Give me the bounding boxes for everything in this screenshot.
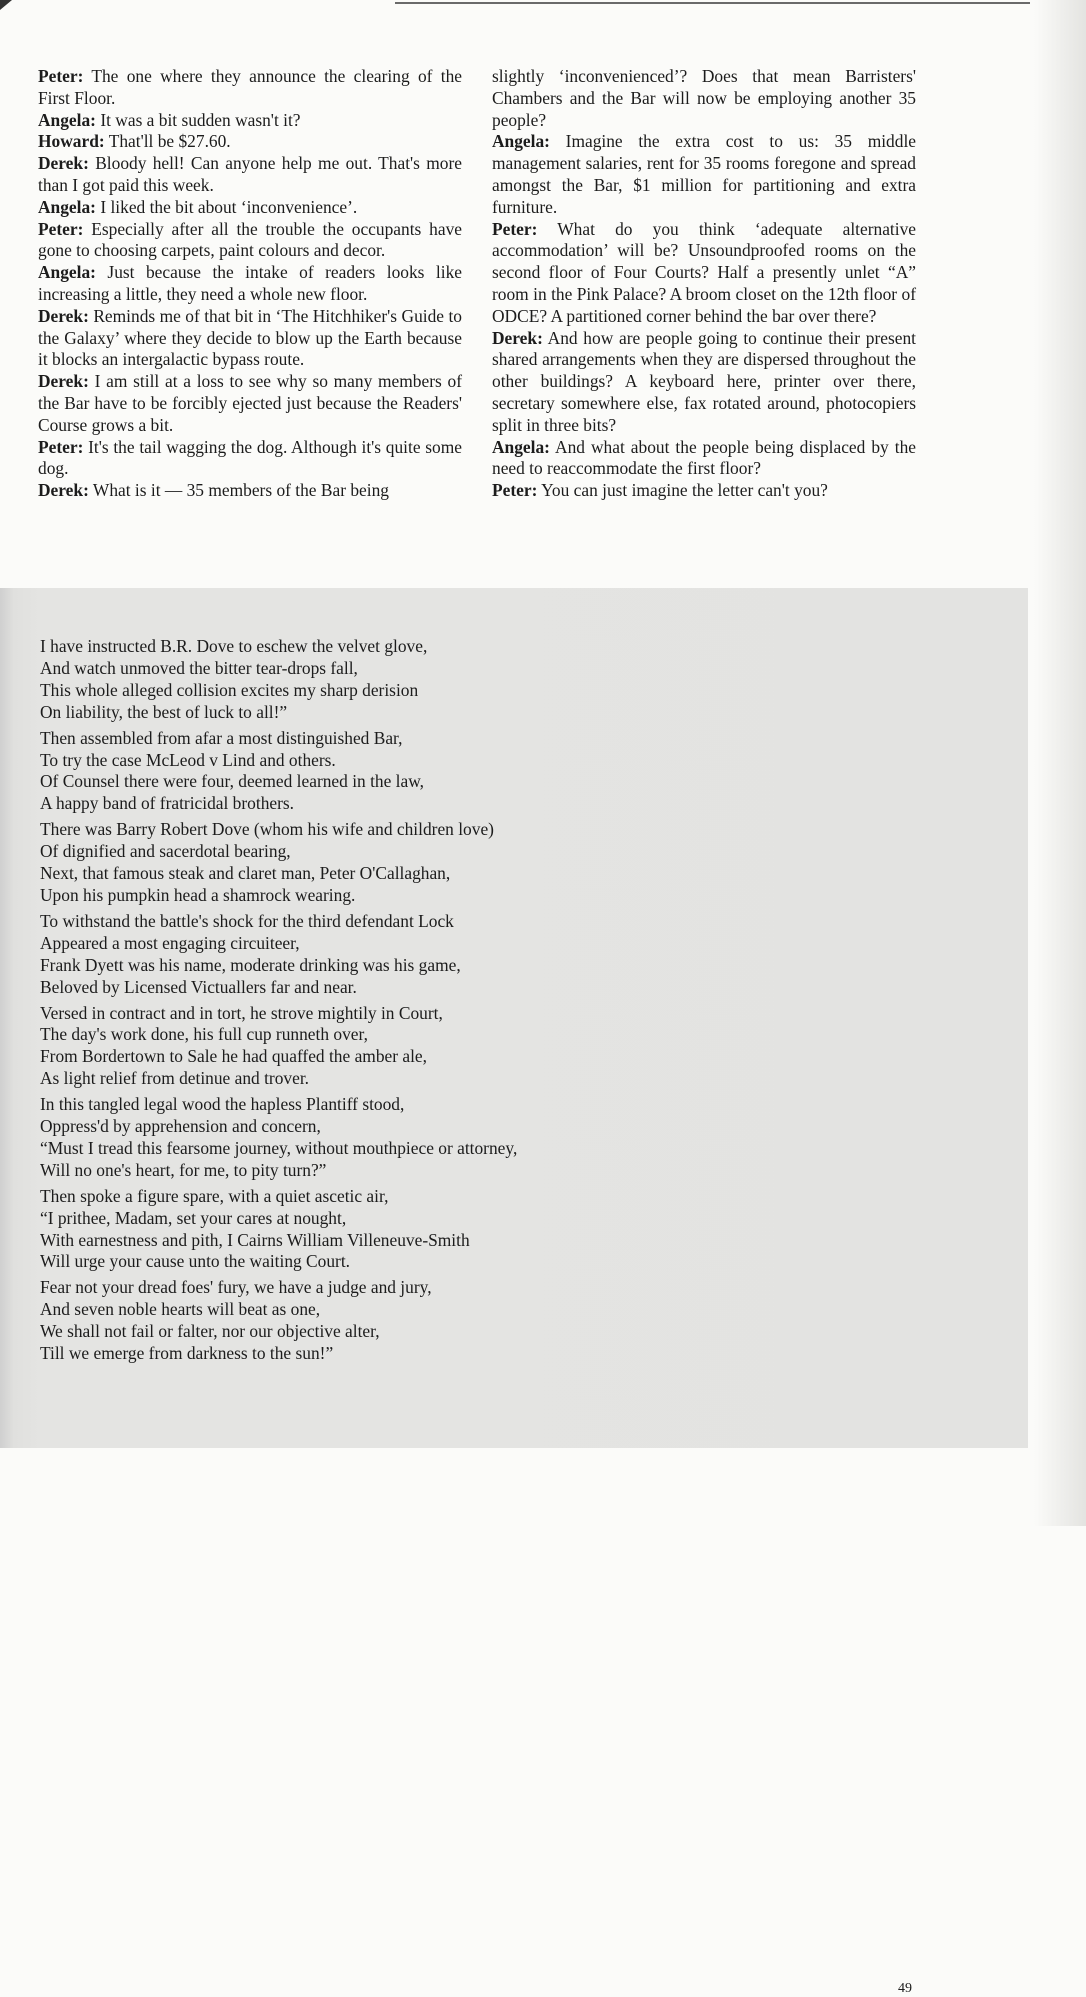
dialogue-text: That'll be $27.60. — [104, 131, 231, 152]
dialogue-text: Bloody hell! Can anyone help me out. That's more than I got paid this week. — [38, 153, 462, 195]
speaker-name: Derek: — [38, 480, 89, 501]
poem-stanza — [40, 1186, 680, 1274]
poem-line: Will no one's heart, for me, to pity turn?” — [40, 1159, 327, 1180]
dialogue-line — [492, 437, 916, 481]
poem-stanza — [40, 1094, 680, 1182]
poem-line: In this tangled legal wood the hapless Plantiff stood, — [40, 1094, 405, 1115]
poem-line: Will urge your cause unto the waiting Court. — [40, 1251, 351, 1272]
poem-panel — [0, 588, 1028, 1996]
speaker-name: Peter: — [492, 480, 538, 501]
poem-line: I have instructed B.R. Dove to eschew the velvet glove, — [40, 636, 428, 656]
poem-line: Oppress'd by apprehension and concern, — [40, 1116, 321, 1137]
poem-line: Versed in contract and in tort, he strove mightily in Court, — [40, 1002, 443, 1023]
speaker-name: Peter: — [38, 436, 84, 457]
poem-line: Beloved by Licensed Victuallers far and near. — [40, 976, 357, 997]
dialogue-line — [38, 306, 462, 371]
dialogue-line — [492, 131, 916, 218]
dialogue-text: The one where they announce the clearing of the First Floor. — [38, 66, 462, 108]
dialogue-column-right — [492, 66, 916, 502]
poem-line: Upon his pumpkin head a shamrock wearing. — [40, 884, 356, 905]
dialogue-text: Reminds me of that bit in ‘The Hitchhiker's Guide to the Galaxy’ where they decide to blow up the Earth because it blocks an intergalactic bypass route. — [38, 305, 462, 370]
dialogue-line — [38, 480, 462, 502]
speaker-name: Angela: — [492, 436, 550, 457]
poem-line: Of Counsel there were four, deemed learned in the law, — [40, 771, 424, 792]
dialogue-line — [38, 371, 462, 436]
poem-stanza — [40, 636, 680, 724]
poem-line: Appeared a most engaging circuiteer, — [40, 932, 300, 953]
dialogue-text: Just because the intake of readers looks like increasing a little, they need a whole new floor. — [38, 262, 462, 304]
poem-line: Till we emerge from darkness to the sun!” — [40, 1343, 334, 1364]
poem-stanza — [40, 911, 680, 999]
poem-line: Then assembled from afar a most distinguished Bar, — [40, 727, 403, 748]
speaker-name: Angela: — [492, 131, 550, 152]
poem-line: Then spoke a figure spare, with a quiet ascetic air, — [40, 1185, 389, 1206]
dialogue-line — [38, 66, 462, 110]
poem-line: There was Barry Robert Dove (whom his wife and children love) — [40, 819, 494, 840]
dialogue-text: You can just imagine the letter can't you? — [537, 480, 828, 501]
speaker-name: Derek: — [38, 305, 89, 326]
speaker-name: Angela: — [38, 109, 96, 130]
dialogue-text: I am still at a loss to see why so many members of the Bar have to be forcibly ejected just because the Readers' Course grows a bit. — [38, 371, 462, 435]
dialogue-line — [38, 262, 462, 306]
dialogue-text: It was a bit sudden wasn't it? — [95, 109, 301, 130]
poem-stanza — [40, 819, 680, 907]
dialogue-line — [38, 153, 462, 197]
speaker-name: Angela: — [38, 262, 96, 283]
poem-line: The day's work done, his full cup runneth over, — [40, 1024, 368, 1045]
speaker-name: Howard: — [38, 131, 105, 152]
poem-line: On liability, the best of luck to all!” — [40, 701, 288, 722]
poem-line: To withstand the battle's shock for the third defendant Lock — [40, 910, 454, 931]
dialogue-text: It's the tail wagging the dog. Although it's quite some dog. — [38, 436, 462, 479]
poem-line: Next, that famous steak and claret man, Peter O'Callaghan, — [40, 863, 451, 884]
poem-stanza — [40, 728, 680, 816]
poem-line: Of dignified and sacerdotal bearing, — [40, 841, 291, 862]
poem-line: Fear not your dread foes' fury, we have a judge and jury, — [40, 1277, 432, 1298]
speaker-name: Angela: — [38, 196, 96, 217]
poem-line: We shall not fail or falter, nor our objective alter, — [40, 1321, 380, 1342]
speaker-name: Peter: — [492, 218, 538, 239]
dialogue-text: And how are people going to continue their present shared arrangements when they are dispersed throughout the other buildings? A keyboard here, printer over there, secretary somewhere else, fax rotated around, photocopiers split in three bits? — [492, 327, 916, 435]
dialogue-text: And what about the people being displaced by the need to reaccommodate the first floor? — [492, 436, 916, 479]
poem-line: A happy band of fratricidal brothers. — [40, 793, 295, 814]
dialogue-text: What do you think ‘adequate alternative accommodation’ will be? Unsoundproofed rooms on the second floor of Four Courts? Half a presently unlet “A” room in the Pink Palace? A broom closet on the 12th floor of ODCE? A partitioned corner behind the bar over there? — [492, 218, 916, 326]
poem-line: As light relief from detinue and trover. — [40, 1068, 309, 1089]
poem-line: With earnestness and pith, I Cairns William Villeneuve-Smith — [40, 1229, 470, 1250]
dialogue-line — [492, 328, 916, 437]
speaker-name: Peter: — [38, 66, 84, 86]
dialogue-text: I liked the bit about ‘inconvenience’. — [95, 196, 358, 217]
dialogue-line — [492, 219, 916, 328]
speaker-name: Derek: — [492, 327, 543, 348]
poem-stanza — [40, 1277, 680, 1365]
speaker-name: Derek: — [38, 371, 89, 392]
dialogue-line — [492, 66, 916, 131]
page-number: 49 — [898, 1981, 912, 1996]
corner-crop-mark — [0, 0, 12, 10]
poem — [40, 636, 680, 1369]
dialogue-text: slightly ‘inconvenienced’? Does that mean Barristers' Chambers and the Bar will now be employing another 35 people? — [492, 66, 916, 130]
poem-line: “I prithee, Madam, set your cares at nought, — [40, 1207, 347, 1228]
dialogue-text: Especially after all the trouble the occupants have gone to choosing carpets, paint colours and decor. — [38, 218, 462, 261]
poem-line: Frank Dyett was his name, moderate drinking was his game, — [40, 954, 461, 975]
poem-line: And seven noble hearts will beat as one, — [40, 1299, 321, 1320]
dialogue-column-left — [38, 66, 462, 502]
dialogue-line — [38, 437, 462, 481]
speaker-name: Peter: — [38, 218, 84, 239]
poem-stanza — [40, 1003, 680, 1091]
poem-line: To try the case McLeod v Lind and others. — [40, 749, 336, 770]
dialogue-line — [492, 480, 916, 502]
dialogue-line — [38, 219, 462, 263]
poem-line: “Must I tread this fearsome journey, without mouthpiece or attorney, — [40, 1137, 518, 1158]
top-rule — [395, 2, 1030, 4]
poem-line: This whole alleged collision excites my sharp derision — [40, 679, 419, 700]
poem-line: From Bordertown to Sale he had quaffed the amber ale, — [40, 1046, 427, 1067]
dialogue-line — [38, 110, 462, 132]
page-edge-shadow — [1034, 0, 1086, 1526]
dialogue-line — [38, 131, 462, 153]
dialogue-text: Imagine the extra cost to us: 35 middle management salaries, rent for 35 rooms foregone and spread amongst the Bar, $1 million for partitioning and extra furniture. — [492, 131, 916, 217]
dialogue-line — [38, 197, 462, 219]
dialogue-text: What is it — 35 members of the Bar being — [88, 480, 389, 501]
poem-line: And watch unmoved the bitter tear-drops fall, — [40, 657, 358, 678]
speaker-name: Derek: — [38, 153, 89, 174]
